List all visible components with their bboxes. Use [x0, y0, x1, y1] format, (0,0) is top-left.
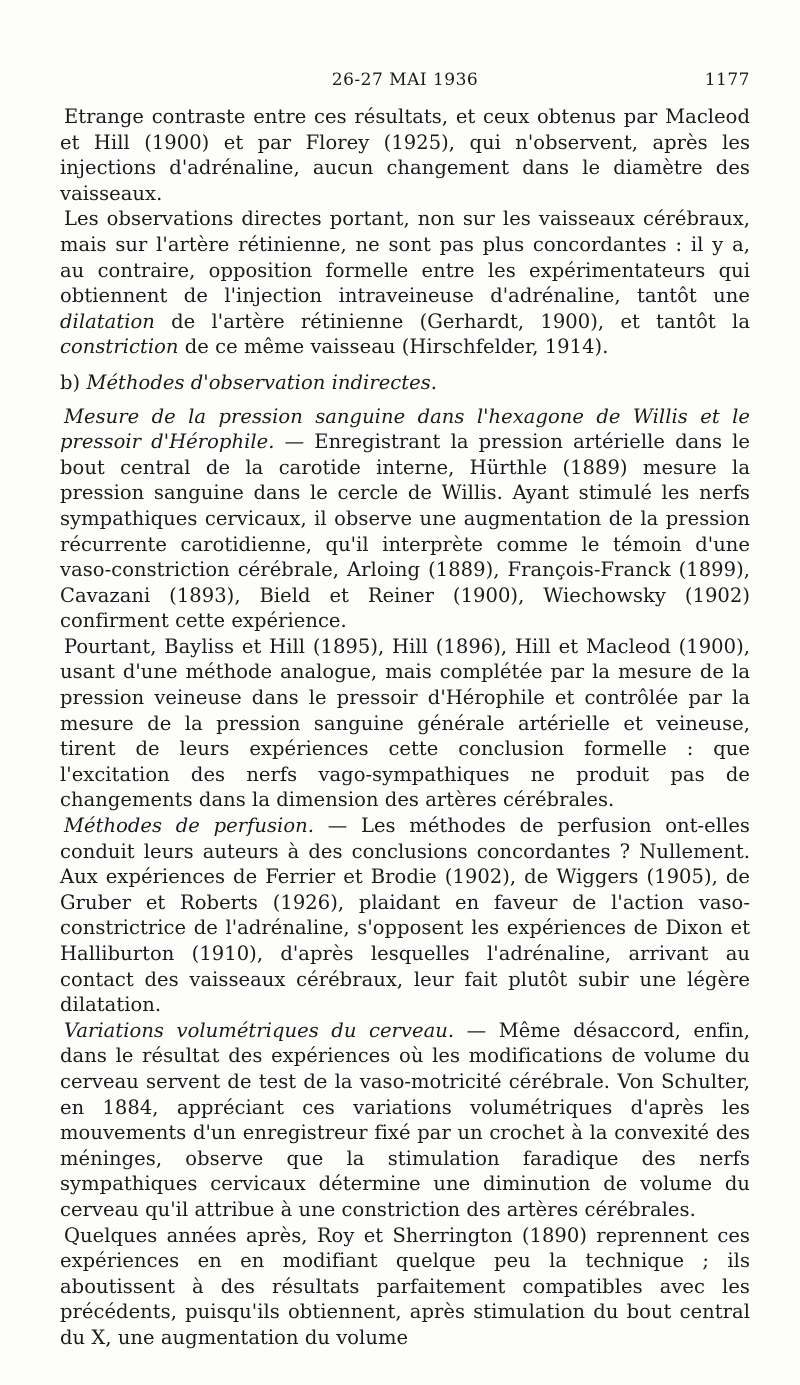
paragraph-7: Quelques années après, Roy et Sherrington (1890) reprennent ces expériences en en modifiant quelque peu la technique ; ils aboutissent à des résultats parfaitement compatibles avec les précédents, puisqu'ils obtiennent, après stimulation du bout central du X, une augmentation du volume: [60, 1223, 750, 1349]
paragraph-3: [60, 404, 750, 634]
paragraph-3-text: — Enregistrant la pression artérielle dans le bout central de la carotide interne, Hürthle (1889) mesure la pression sanguine dans le cercle de Willis. Ayant stimulé les nerfs sympathiques cervicaux, il observe une augmentation de la pression récurrente carotidienne, qu'il interprète comme le témoin d'une vaso-constriction cérébrale, Arloing (1889), François-Franck (1899), Cavazani (1893), Bield et Reiner (1900), Wiechowsky (1902) confirment cette expérience.: [60, 430, 750, 633]
paragraph-1: Etrange contraste entre ces résultats, et ceux obtenus par Macleod et Hill (1900) et par Florey (1925), qui n'observent, après les injections d'adrénaline, aucun changement dans le diamètre des vaisseaux.: [60, 105, 750, 205]
paragraph-5: [60, 813, 750, 1018]
paragraph-2: [60, 206, 750, 360]
paragraph-2-part-c: de l'artère rétinienne (Gerhardt, 1900), et tantôt la: [154, 309, 750, 333]
section-heading-b: [60, 370, 750, 396]
paragraph-4: Pourtant, Bayliss et Hill (1895), Hill (1896), Hill et Macleod (1900), usant d'une méthode analogue, mais complétée par la mesure de la pression veineuse dans le pressoir d'Hérophile et contrôlée par la mesure de la pression sanguine générale artérielle et veineuse, tirent de leurs expériences cette conclusion formelle : que l'excitation des nerfs vago-sympathiques ne produit pas de changements dans la dimension des artères cérébrales.: [60, 634, 750, 812]
paragraph-2-dilatation: dilatation: [60, 309, 155, 333]
paragraph-2-part-e: de ce même vaisseau (Hirschfelder, 1914).: [178, 335, 609, 359]
paragraph-6-text: — Même désaccord, enfin, dans le résultat des expériences où les modifications de volume du cerveau servent de test de la vaso-motricité cérébrale. Von Schulter, en 1884, appréciant ces variations volumétriques d'après les mouvements d'un enregistreur fixé par un crochet à la convexité des méninges, observe que la stimulation faradique des nerfs sympathiques cervicaux détermine une diminution de volume du cerveau qu'il attribue à une constriction des artères cérébrales.: [60, 1018, 750, 1221]
running-header: [60, 70, 750, 98]
paragraph-2-part-a: Les observations directes portant, non sur les vaisseaux cérébraux, mais sur l'artère rétinienne, ne sont pas plus concordantes : il y a, au contraire, opposition formelle entre les expérimentateurs qui obtiennent de l'injection intraveineuse d'adrénaline, tantôt une: [60, 207, 750, 308]
paragraph-6-title: Variations volumétriques du cerveau.: [64, 1018, 455, 1042]
paragraph-5-title: Méthodes de perfusion.: [64, 814, 314, 838]
paragraph-5-text: — Les méthodes de perfusion ont-elles conduit leurs auteurs à des conclusions concordantes ? Nullement. Aux expériences de Ferrier et Brodie (1902), de Wiggers (1905), de Gruber et Roberts (1926), plaidant en faveur de l'action vaso-constrictrice de l'adrénaline, s'opposent les expériences de Dixon et Halliburton (1910), d'après lesquelles l'adrénaline, arrivant au contact des vaisseaux cérébraux, leur fait plutôt subir une légère dilatation.: [60, 814, 750, 1017]
section-b-label: b): [60, 370, 87, 394]
body-text: [60, 104, 750, 1351]
page-number: 1177: [704, 70, 750, 90]
paragraph-3-title: Mesure de la pression sanguine dans l'hexagone de Willis et le pressoir d'Hérophile.: [60, 404, 750, 454]
header-date: 26-27 MAI 1936: [331, 70, 479, 90]
section-b-title: Méthodes d'observation indirectes.: [86, 370, 438, 394]
paragraph-6: [60, 1018, 750, 1223]
paragraph-2-constriction: constriction: [60, 335, 179, 359]
